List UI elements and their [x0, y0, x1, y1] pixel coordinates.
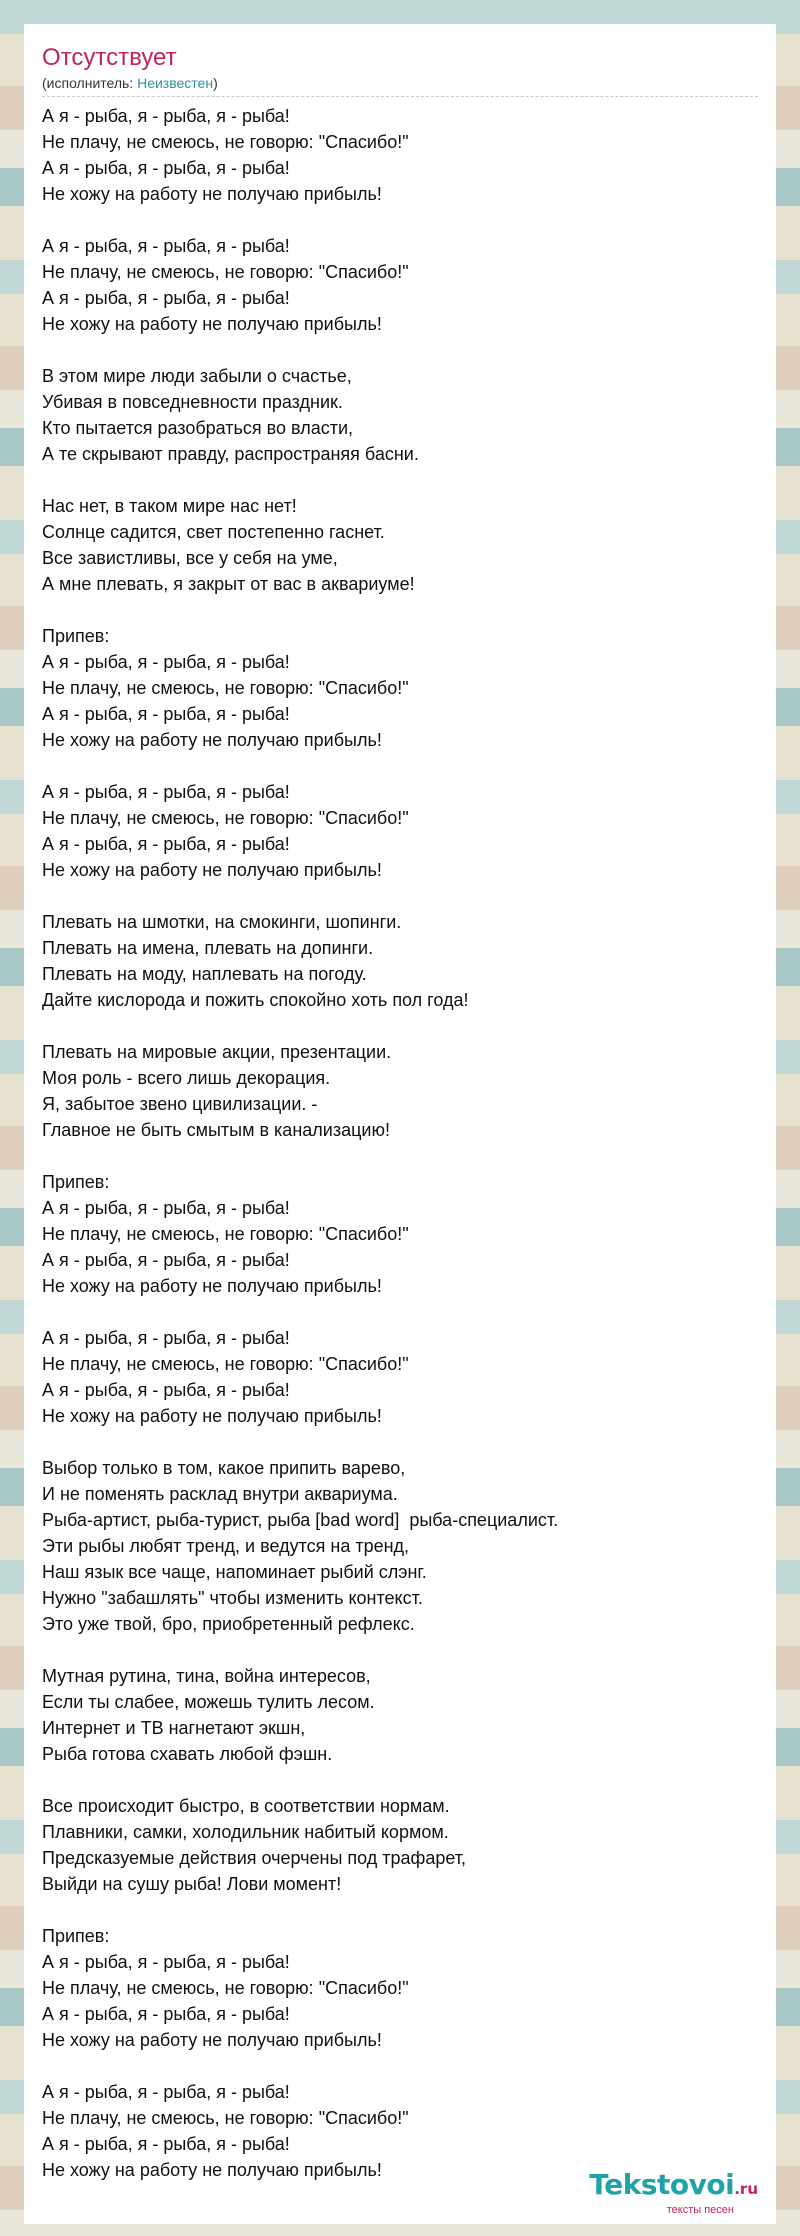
site-logo[interactable] [558, 2170, 758, 2216]
logo-name: Tekstovoi [589, 2168, 735, 2201]
meta-prefix: (исполнитель: [42, 75, 138, 91]
artist-link[interactable]: Неизвестен [137, 75, 214, 91]
logo-tagline: тексты песен [666, 2204, 734, 2216]
song-meta [42, 74, 758, 97]
lyrics-page [24, 24, 776, 2224]
song-title: Отсутствует [42, 44, 177, 71]
logo-wordmark [558, 2170, 758, 2204]
logo-tld: .ru [734, 2180, 758, 2198]
lyrics-text: А я - рыба, я - рыба, я - рыба! Не плачу, не смеюсь, не говорю: "Спасибо!" А я - рыба, я - рыба, я - рыба! Не хожу на работу не получаю прибыль! А я - рыба, я - рыба, я - рыба! Не плачу, не смеюсь, не говорю: "Спасибо!" А я - рыба, я - рыба, я - рыба! Не хожу на работу не получаю прибыль! В этом мире люди забыли о счастье, Убивая в повседневности праздник. Кто пытается разобраться во власти, А те скрывают правду, распространяя басни. Нас нет, в таком мире нас нет! Солнце садится, свет постепенно гаснет. Все завистливы, все у себя на уме, А мне плевать, я закрыт от вас в аквариуме! Припев: А я - рыба, я - рыба, я - рыба! Не плачу, не смеюсь, не говорю: "Спасибо!" А я - рыба, я - рыба, я - рыба! Не хожу на работу не получаю прибыль! А я - рыба, я - рыба, я - рыба! Не плачу, не смеюсь, не говорю: "Спасибо!" А я - рыба, я - рыба, я - рыба! Не хожу на работу не получаю прибыль! Плевать на шмотки, на смокинги, шопинги. Плевать на имена, плевать на допинги. Плевать на моду, наплевать на погоду. Дайте кислорода и пожить спокойно хоть пол года! Плевать на мировые акции, презентации. Моя роль - всего лишь декорация. Я, забытое звено цивилизации. - Главное не быть смытым в канализацию! Припев: А я - рыба, я - рыба, я - рыба! Не плачу, не смеюсь, не говорю: "Спасибо!" А я - рыба, я - рыба, я - рыба! Не хожу на работу не получаю прибыль! А я - рыба, я - рыба, я - рыба! Не плачу, не смеюсь, не говорю: "Спасибо!" А я - рыба, я - рыба, я - рыба! Не хожу на работу не получаю прибыль! Выбор только в том, какое припить варево, И не поменять расклад внутри аквариума. Рыба-артист, рыба-турист, рыба [bad word] рыба-специалист. Эти рыбы любят тренд, и ведутся на тренд, Наш язык все чаще, напоминает рыбий слэнг. Нужно "забашлять" чтобы изменить контекст. Это уже твой, бро, приобретенный рефлекс. Мутная рутина, тина, война интересов, Если ты слабее, можешь тулить лесом. Интернет и ТВ нагнетают экшн, Рыба готова схавать любой фэшн. Все происходит быстро, в соответствии нормам. Плавники, самки, холодильник набитый кормом. Предсказуемые действия очерчены под трафарет, Выйди на сушу рыба! Лови момент! Припев: А я - рыба, я - рыба, я - рыба! Не плачу, не смеюсь, не говорю: "Спасибо!" А я - рыба, я - рыба, я - рыба! Не хожу на работу не получаю прибыль! А я - рыба, я - рыба, я - рыба! Не плачу, не смеюсь, не говорю: "Спасибо!" А я - рыба, я - рыба, я - рыба! Не хожу на работу не получаю прибыль! [42, 106, 559, 2180]
meta-suffix: ) [213, 75, 218, 91]
